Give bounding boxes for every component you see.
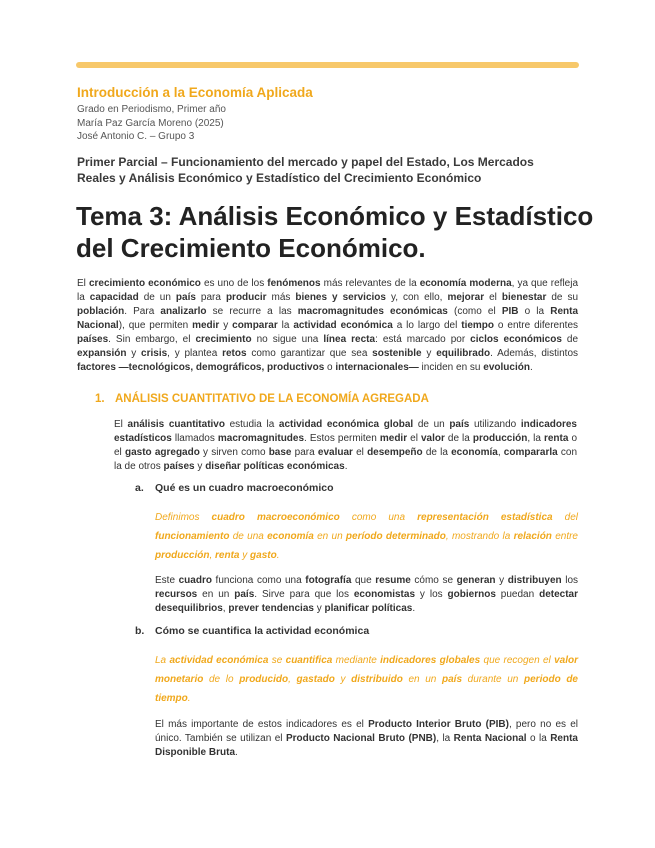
subtitle-line-2: Reales y Análisis Económico y Estadístico del Crecimiento Económico (77, 170, 482, 185)
definition-quote-b: La actividad económica se cuantifica mediante indicadores globales que recogen el valor monetario de lo producido, gastado y distribuido en un país durante un periodo de tiempo. (155, 655, 579, 704)
subsection-b-paragraph: El más importante de estos indicadores es el Producto Interior Bruto (PIB), pero no es el único. También se utilizan el Producto Nacional Bruto (PNB), la Renta Nacional o la Renta Disponible Bruta. (155, 719, 578, 758)
subtitle-line-1: Primer Parcial – Funcionamiento del mercado y papel del Estado, Los Mercados (77, 155, 534, 169)
page-title (76, 200, 596, 264)
group-line: José Antonio C. – Grupo 3 (77, 131, 195, 142)
subsection-a-title: Qué es un cuadro macroeconómico (155, 482, 334, 494)
title-line-1: Análisis Económico y Estadístico (172, 201, 594, 231)
subsection-a-heading (135, 482, 334, 494)
title-label: Tema 3: (76, 201, 173, 231)
section-1-number: 1. (95, 393, 105, 405)
title-line-2: del Crecimiento Económico. (76, 233, 426, 263)
section-1-paragraph: El análisis cuantitativo estudia la actividad económica global de un país utilizando indicadores estadísticos llamados macromagnitudes. Estos permiten medir el valor de la producción, la renta o el gasto agregado y sirven como base para evaluar el desempeño de la economía, compararla con la de otros países y diseñar políticas económicas. (114, 419, 578, 472)
subsection-b-heading (135, 625, 369, 637)
course-title: Introducción a la Economía Aplicada (77, 85, 313, 100)
subsection-b-letter: b. (135, 625, 145, 637)
header-accent-bar (76, 62, 579, 68)
section-1-title: ANÁLISIS CUANTITATIVO DE LA ECONOMÍA AGREGADA (115, 393, 429, 405)
definition-quote-a: Definimos cuadro macroeconómico como una representación estadística del funcionamiento de una economía en un período determinado, mostrando la relación entre producción, renta y gasto. (155, 512, 578, 561)
subsection-a-letter: a. (135, 482, 144, 494)
exam-subtitle (77, 155, 582, 186)
author-line: María Paz García Moreno (2025) (77, 117, 224, 129)
subsection-a-paragraph: Este cuadro funciona como una fotografía que resume cómo se generan y distribuyen los recursos en un país. Sirve para que los economistas y los gobiernos puedan detectar desequilibrios, prever tendencias y planificar políticas. (155, 575, 578, 614)
degree-line: Grado en Periodismo, Primer año (77, 104, 226, 115)
document-header (77, 85, 580, 144)
section-1-heading (95, 393, 575, 405)
subsection-b-title: Cómo se cuantifica la actividad económica (155, 625, 370, 637)
intro-paragraph: El crecimiento económico es uno de los fenómenos más relevantes de la economía moderna, ya que refleja la capacidad de un país para producir más bienes y servicios y, con ello, mejorar el bienestar de su población. Para analizarlo se recurre a las macromagnitudes económicas (como el PIB o la Renta Nacional), que permiten medir y comparar la actividad económica a lo largo del tiempo o entre diferentes países. Sin embargo, el crecimiento no sigue una línea recta: está marcado por ciclos económicos de expansión y crisis, y plantea retos como garantizar que sea sostenible y equilibrado. Además, distintos factores —tecnológicos, demográficos, productivos o internacionales— inciden en su evolución. (77, 278, 579, 373)
